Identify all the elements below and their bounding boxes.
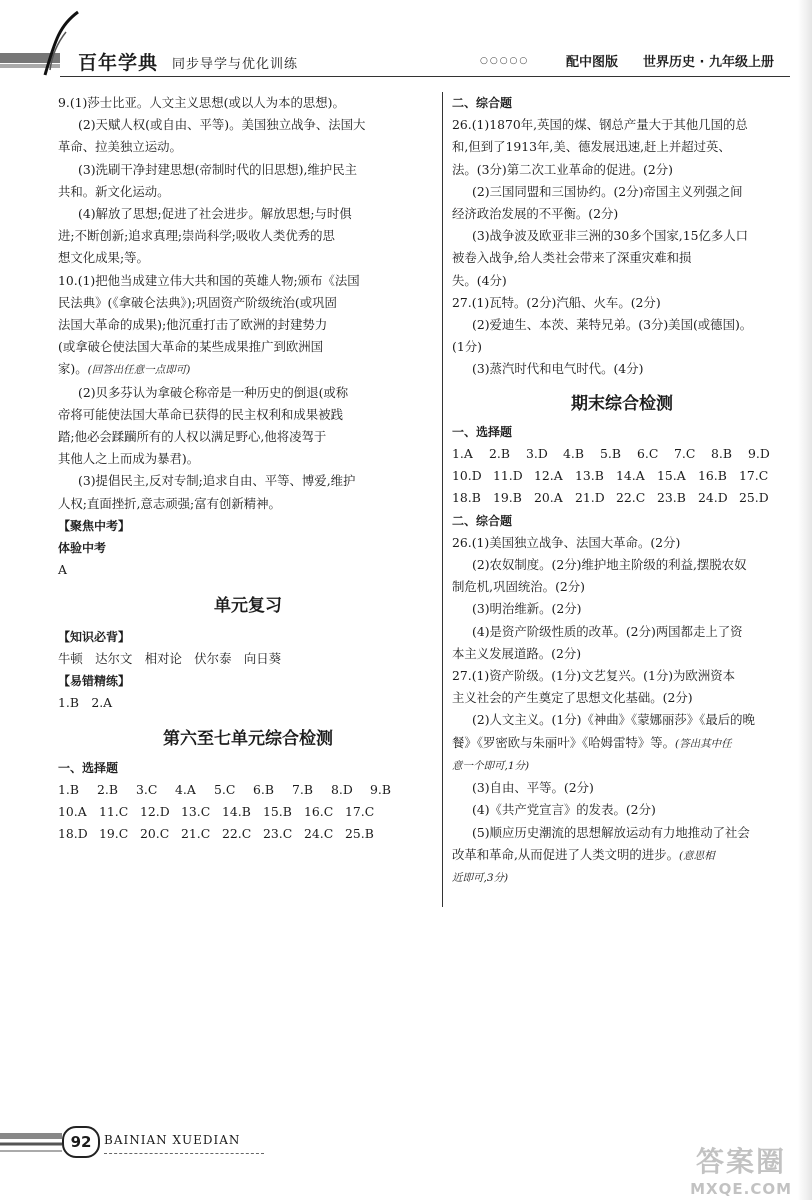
answer-line	[452, 732, 792, 755]
scoring-note: (意思相	[678, 849, 715, 862]
scoring-note: (回答出任意一点即可)	[87, 364, 191, 377]
answer-line: 9.(1)莎士比亚。人文主义思想(或以人为本的思想)。	[58, 95, 345, 110]
focus-tag: 【聚焦中考】	[58, 518, 131, 533]
experience-label: 体验中考	[58, 541, 107, 556]
answer-cell: 1.A	[452, 446, 473, 462]
page-edge-shadow	[798, 0, 812, 1200]
answer-cell: 17.C	[739, 468, 769, 484]
answer-line: (2)爱迪生、本茨、莱特兄弟。(3分)美国(或德国)。	[472, 317, 753, 333]
answer-cell: 24.D	[698, 490, 728, 506]
comp-label: 二、综合题	[452, 513, 513, 528]
answer-cell: 11.C	[99, 804, 129, 820]
answer-line: 失。(4分)	[452, 272, 507, 288]
brand-title: 百年学典	[78, 52, 159, 74]
answer-cell: 8.D	[331, 781, 353, 797]
answer-line: (或拿破仑使法国大革命的某些成果推广到欧洲国	[58, 339, 324, 355]
test67-title: 第六至七单元综合检测	[163, 729, 333, 750]
answer-cell: 19.B	[493, 490, 522, 506]
answer-line: (3)明治维新。(2分)	[472, 601, 582, 617]
answer-cell: 12.A	[534, 468, 563, 484]
answer-cell: 18.B	[452, 490, 481, 506]
answer-text: 家)。	[58, 361, 88, 377]
watermark-url: MXQE.COM	[690, 1180, 792, 1198]
answer-line: (1分)	[452, 339, 482, 355]
footer-rule	[104, 1153, 264, 1154]
answer-cell: 6.B	[253, 781, 274, 797]
column-divider	[442, 92, 443, 907]
footer-swoosh-icon	[0, 1124, 70, 1164]
brand-subtitle: 同步导学与优化训练	[172, 57, 299, 72]
answer-line: (2)人文主义。(1分)《神曲》《蒙娜丽莎》《最后的晚	[472, 712, 755, 728]
answer-line: 想文化成果;等。	[58, 250, 149, 266]
answer-row	[452, 443, 792, 465]
error-tag: 【易错精练】	[58, 674, 131, 689]
answer-line: (5)顺应历史潮流的思想解放运动有力地推动了社会	[472, 824, 750, 840]
answer-cell: 23.B	[657, 490, 686, 506]
answer-cell: 1.B	[58, 781, 79, 797]
answer-cell: 9.D	[748, 446, 770, 462]
answer-line: (4)是资产阶级性质的改革。(2分)两国都走上了资	[472, 623, 743, 639]
answer-line: 革命、拉美独立运动。	[58, 139, 182, 155]
answer-cell: 22.C	[222, 826, 252, 842]
answer-cell: 10.D	[452, 468, 482, 484]
choice-label: 一、选择题	[58, 760, 119, 775]
left-column	[58, 92, 438, 846]
answer-cell: 25.B	[345, 826, 374, 842]
answer-line: (3)提倡民主,反对专制;追求自由、平等、博爱,维护	[78, 473, 356, 489]
answer-cell: 21.C	[181, 826, 211, 842]
error-answers: 1.B 2.A	[58, 695, 113, 711]
scoring-note: 意一个即可,1分)	[452, 759, 530, 772]
answer-cell: 15.A	[657, 468, 686, 484]
answer-line: (4)解放了思想;促进了社会进步。解放思想;与时俱	[78, 206, 352, 222]
answer-cell: 7.C	[674, 446, 696, 462]
answer-row	[452, 487, 792, 509]
answer-line: 26.(1)1870年,英国的煤、钢总产量大于其他几国的总	[452, 117, 748, 133]
answer-cell: 16.B	[698, 468, 727, 484]
answer-line: 进;不断创新;追求真理;崇尚科学;吸收人类优秀的思	[58, 228, 335, 244]
answer-line: 法国大革命的成果);他沉重打击了欧洲的封建势力	[58, 317, 328, 333]
answer-cell: 20.A	[534, 490, 563, 506]
answer-line: 10.(1)把他当成建立伟大共和国的英雄人物;颁布《法国	[58, 272, 360, 288]
answer-cell: 10.A	[58, 804, 87, 820]
answer-line: (3)战争波及欧亚非三洲的30多个国家,15亿多人口	[472, 228, 749, 244]
answer-line: 帝将可能使法国大革命已获得的民主权利和成果被践	[58, 406, 343, 422]
answer-cell: 18.D	[58, 826, 88, 842]
answer-cell: 24.C	[304, 826, 334, 842]
answer-line: 经济政治发展的不平衡。(2分)	[452, 206, 619, 222]
answer-text: 餐》《罗密欧与朱丽叶》《哈姆雷特》等。	[452, 734, 676, 750]
header-dots: ○○○○○	[480, 56, 530, 66]
answer-cell: 14.A	[616, 468, 645, 484]
edition-label: 配中图版	[566, 55, 619, 70]
answer-line: 27.(1)瓦特。(2分)汽船、火车。(2分)	[452, 294, 661, 310]
answer-row	[58, 779, 438, 801]
answer-cell: 4.B	[563, 446, 584, 462]
answer-line: 其他人之上而成为暴君)。	[58, 451, 200, 467]
answer-text: 改革和革命,从而促进了人类文明的进步。	[452, 846, 679, 862]
answer-cell: 13.C	[181, 804, 211, 820]
answer-cell: 21.D	[575, 490, 605, 506]
answer-line: 27.(1)资产阶级。(1分)文艺复兴。(1分)为欧洲资本	[452, 668, 735, 684]
knowledge-items: 牛顿 达尔文 相对论 伏尔泰 向日葵	[58, 650, 282, 666]
answer-line: 和,但到了1913年,美、德发展迅速,赶上并超过英、	[452, 139, 731, 155]
answer-cell: 17.C	[345, 804, 375, 820]
answer-line	[452, 844, 792, 867]
answer-line: 26.(1)美国独立战争、法国大革命。(2分)	[452, 534, 681, 550]
answer-cell: 22.C	[616, 490, 646, 506]
answer-line: (2)三国同盟和三国协约。(2分)帝国主义列强之间	[472, 183, 743, 199]
page-number: 92	[62, 1126, 100, 1158]
knowledge-tag: 【知识必背】	[58, 629, 131, 644]
subject-label: 世界历史 · 九年级上册	[643, 55, 774, 70]
watermark-logo: 答案圈	[696, 1145, 787, 1178]
answer-cell: 6.C	[637, 446, 659, 462]
choice-label: 一、选择题	[452, 424, 513, 439]
answer-cell: 23.C	[263, 826, 293, 842]
answer-line: 共和。新文化运动。	[58, 183, 170, 199]
answer-cell: 14.B	[222, 804, 251, 820]
answer-cell: 8.B	[711, 446, 732, 462]
answer-cell: 7.B	[292, 781, 313, 797]
answer-line: 被卷入战争,给人类社会带来了深重灾难和损	[452, 250, 692, 266]
answer-line: 主义社会的产生奠定了思想文化基础。(2分)	[452, 690, 693, 706]
answer-cell: 2.B	[489, 446, 510, 462]
answer-line: (2)农奴制度。(2分)维护地主阶级的利益,摆脱农奴	[472, 557, 747, 573]
watermark	[690, 1140, 792, 1198]
scoring-note: 近即可,3分)	[452, 871, 509, 884]
answer-line: 踏;他必会蹂躏所有的人权以满足野心,他将凌驾于	[58, 429, 327, 445]
answer-cell: 20.C	[140, 826, 170, 842]
right-column	[452, 92, 792, 889]
answer-line: (2)天赋人权(或自由、平等)。美国独立战争、法国大	[78, 117, 366, 133]
answer-cell: 3.D	[526, 446, 548, 462]
answer-row	[58, 823, 438, 845]
page-header	[0, 0, 812, 95]
answer-cell: 11.D	[493, 468, 523, 484]
answer-line: 人权;直面挫折,意志顽强;富有创新精神。	[58, 495, 281, 511]
answer-cell: 4.A	[175, 781, 196, 797]
answer-cell: 2.B	[97, 781, 118, 797]
answer-line: (3)蒸汽时代和电气时代。(4分)	[472, 361, 644, 377]
answer-cell: 5.C	[214, 781, 236, 797]
header-rule	[60, 76, 790, 77]
answer-line: 法。(3分)第二次工业革命的促进。(2分)	[452, 161, 673, 177]
answer-cell: 25.D	[739, 490, 769, 506]
comp-label: 二、综合题	[452, 96, 513, 110]
answer-line: (3)洗刷干净封建思想(帝制时代的旧思想),维护民主	[78, 161, 357, 177]
answer-line: (3)自由、平等。(2分)	[472, 780, 594, 796]
answer-cell: 5.B	[600, 446, 621, 462]
answer-cell: 12.D	[140, 804, 170, 820]
experience-answer: A	[58, 562, 67, 578]
answer-cell: 15.B	[263, 804, 292, 820]
scoring-note: (答出其中任	[675, 737, 732, 750]
unit-review-title: 单元复习	[214, 596, 282, 617]
answer-row	[58, 801, 438, 823]
answer-line: 制危机,巩固统治。(2分)	[452, 579, 586, 595]
final-test-title: 期末综合检测	[571, 393, 673, 414]
footer-brand: BAINIAN XUEDIAN	[104, 1133, 241, 1147]
answer-line	[58, 358, 438, 381]
answer-cell: 3.C	[136, 781, 158, 797]
answer-cell: 13.B	[575, 468, 604, 484]
answer-cell: 19.C	[99, 826, 129, 842]
answer-cell: 16.C	[304, 804, 334, 820]
answer-line: 民法典》(《拿破仑法典》);巩固资产阶级统治(或巩固	[58, 294, 337, 310]
page-footer	[0, 1120, 812, 1200]
answer-cell: 9.B	[370, 781, 391, 797]
answer-line: (4)《共产党宣言》的发表。(2分)	[472, 802, 656, 818]
answer-row	[452, 465, 792, 487]
answer-line: 本主义发展道路。(2分)	[452, 645, 582, 661]
answer-line: (2)贝多芬认为拿破仑称帝是一种历史的倒退(或称	[78, 384, 349, 400]
